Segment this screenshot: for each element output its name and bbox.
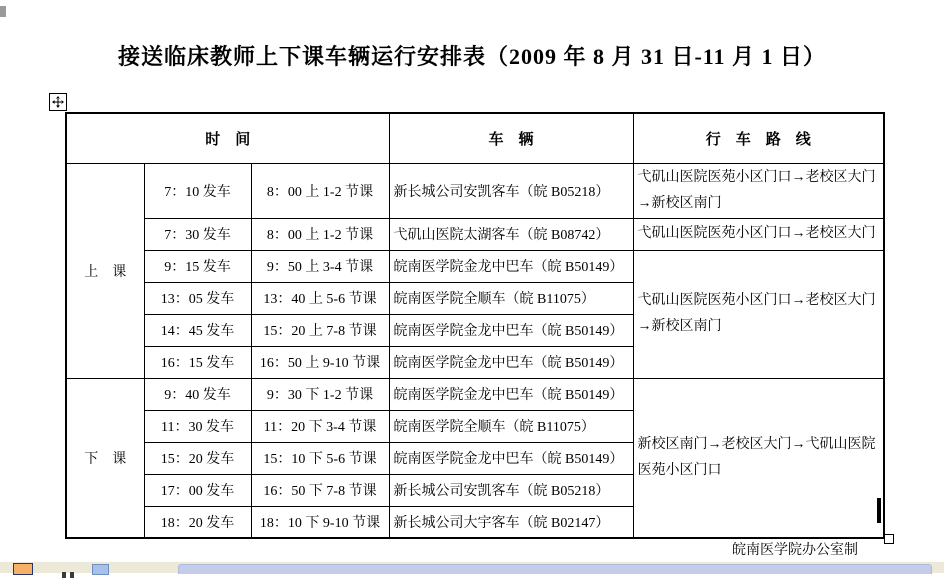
cell-class-time: 9：30 下 1-2 节课 xyxy=(251,378,389,410)
taskbar-mini-icon[interactable] xyxy=(92,564,109,575)
taskbar-app-icon[interactable] xyxy=(13,563,33,575)
cell-route: 弋矶山医院医苑小区门口→老校区大门 xyxy=(633,218,884,250)
cell-depart-time: 9：15 发车 xyxy=(144,250,251,282)
cell-vehicle: 新长城公司安凯客车（皖 B05218） xyxy=(389,163,633,218)
header-row xyxy=(66,113,884,163)
table-resize-handle[interactable] xyxy=(884,534,894,544)
cell-depart-time: 16：15 发车 xyxy=(144,346,251,378)
cell-route-merged: 新校区南门→老校区大门→弋矶山医院医苑小区门口 xyxy=(633,378,884,538)
taskbar-glyph-marks xyxy=(62,565,78,583)
window-edge-artifact xyxy=(0,6,6,17)
section-label-up: 上 课 xyxy=(66,163,144,378)
table-row xyxy=(66,378,884,410)
cell-vehicle: 皖南医学院金龙中巴车（皖 B50149） xyxy=(389,314,633,346)
cell-depart-time: 17：00 发车 xyxy=(144,474,251,506)
cell-vehicle: 弋矶山医院太湖客车（皖 B08742） xyxy=(389,218,633,250)
text-cursor xyxy=(877,498,881,523)
cell-depart-time: 18：20 发车 xyxy=(144,506,251,538)
col-header-time: 时 间 xyxy=(66,113,389,163)
table-row xyxy=(66,218,884,250)
cell-depart-time: 7：30 发车 xyxy=(144,218,251,250)
cell-depart-time: 15：20 发车 xyxy=(144,442,251,474)
cell-class-time: 8：00 上 1-2 节课 xyxy=(251,218,389,250)
table-row xyxy=(66,163,884,218)
cell-route-merged: 弋矶山医院医苑小区门口→老校区大门→新校区南门 xyxy=(633,250,884,378)
col-header-vehicle: 车 辆 xyxy=(389,113,633,163)
footer-credit: 皖南医学院办公室制 xyxy=(732,543,858,558)
cell-class-time: 18：10 下 9-10 节课 xyxy=(251,506,389,538)
taskbar-strip xyxy=(0,561,944,573)
page-title: 接送临床教师上下课车辆运行安排表（2009 年 8 月 31 日-11 月 1 日） xyxy=(117,44,827,69)
cell-depart-time: 7：10 发车 xyxy=(144,163,251,218)
cell-class-time: 15：10 下 5-6 节课 xyxy=(251,442,389,474)
cell-vehicle: 皖南医学院全顺车（皖 B11075） xyxy=(389,282,633,314)
cell-depart-time: 11：30 发车 xyxy=(144,410,251,442)
cell-depart-time: 13：05 发车 xyxy=(144,282,251,314)
cell-vehicle: 皖南医学院金龙中巴车（皖 B50149） xyxy=(389,378,633,410)
schedule-table xyxy=(65,112,885,539)
cell-class-time: 16：50 上 9-10 节课 xyxy=(251,346,389,378)
cell-class-time: 11：20 下 3-4 节课 xyxy=(251,410,389,442)
cell-class-time: 15：20 上 7-8 节课 xyxy=(251,314,389,346)
cell-class-time: 16：50 下 7-8 节课 xyxy=(251,474,389,506)
cell-vehicle: 皖南医学院金龙中巴车（皖 B50149） xyxy=(389,250,633,282)
cell-route: 弋矶山医院医苑小区门口→老校区大门→新校区南门 xyxy=(633,163,884,218)
cell-vehicle: 新长城公司安凯客车（皖 B05218） xyxy=(389,474,633,506)
table-move-handle[interactable] xyxy=(49,93,67,111)
taskbar-window-button[interactable] xyxy=(178,564,932,574)
section-label-down: 下 课 xyxy=(66,378,144,538)
cell-vehicle: 皖南医学院全顺车（皖 B11075） xyxy=(389,410,633,442)
cell-vehicle: 皖南医学院金龙中巴车（皖 B50149） xyxy=(389,346,633,378)
cell-vehicle: 新长城公司大宇客车（皖 B02147） xyxy=(389,506,633,538)
cell-depart-time: 14：45 发车 xyxy=(144,314,251,346)
cell-depart-time: 9：40 发车 xyxy=(144,378,251,410)
cell-class-time: 13：40 上 5-6 节课 xyxy=(251,282,389,314)
cell-class-time: 8：00 上 1-2 节课 xyxy=(251,163,389,218)
cell-class-time: 9：50 上 3-4 节课 xyxy=(251,250,389,282)
cell-vehicle: 皖南医学院金龙中巴车（皖 B50149） xyxy=(389,442,633,474)
move-cross-icon xyxy=(52,96,64,108)
col-header-route: 行 车 路 线 xyxy=(633,113,884,163)
table-row xyxy=(66,250,884,282)
